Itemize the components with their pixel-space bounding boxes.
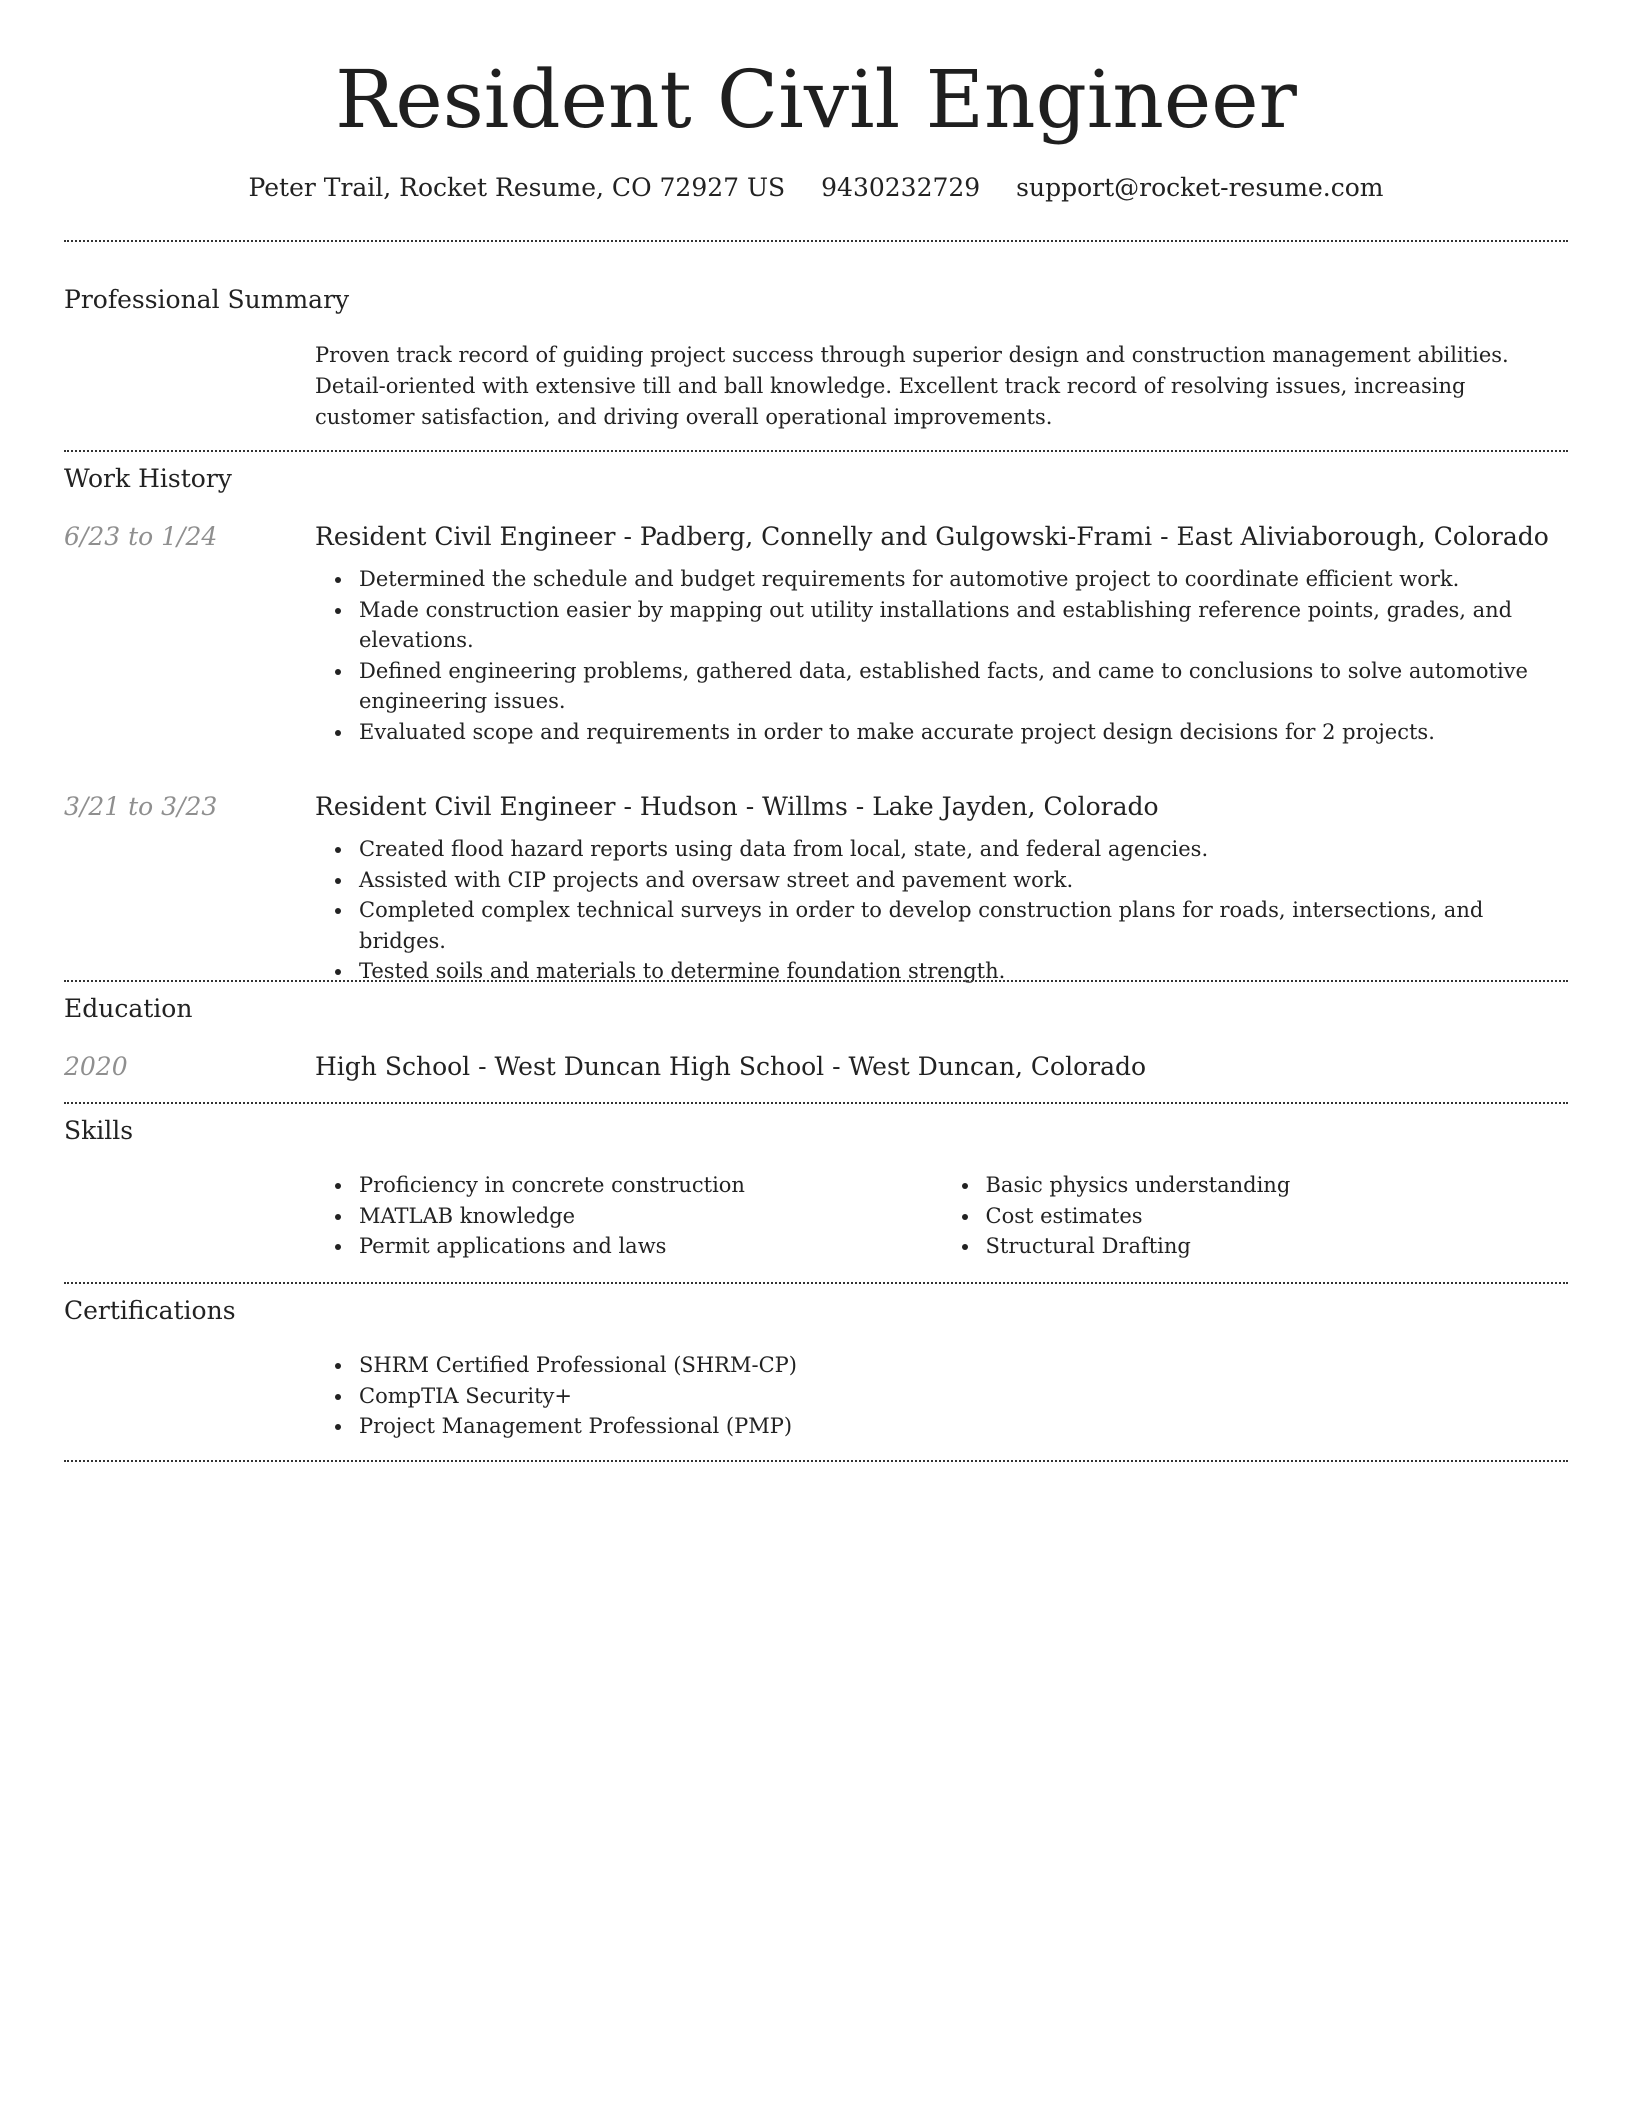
job-bullet: Determined the schedule and budget requirements for automotive project to coordinate efficient work.: [359, 564, 1568, 595]
section-title-education: Education: [64, 994, 193, 1023]
skill-item: Proficiency in concrete construction: [359, 1170, 942, 1201]
job-bullet: Tested soils and materials to determine foundation strength.: [359, 956, 1568, 987]
resume-title: Resident Civil Engineer: [335, 53, 1297, 146]
education-entry: [315, 1050, 1568, 1084]
contact-line: [64, 170, 1568, 206]
divider-summary: [64, 450, 1568, 452]
job-title: Resident Civil Engineer - Hudson - Willms - Lake Jayden, Colorado: [315, 792, 1159, 821]
section-title-summary: Professional Summary: [64, 285, 350, 314]
skills-list-left: [315, 1170, 942, 1262]
certification-item: SHRM Certified Professional (SHRM-CP): [359, 1350, 1568, 1381]
skill-item: Cost estimates: [986, 1201, 1569, 1232]
skills-list-right: [942, 1170, 1569, 1262]
job-bullets: [315, 834, 1568, 987]
summary-block: [315, 340, 1568, 433]
job-bullet: Created flood hazard reports using data from local, state, and federal agencies.: [359, 834, 1568, 865]
job-bullet: Made construction easier by mapping out utility installations and establishing reference points, grades, and elevations.: [359, 595, 1568, 656]
skills-grid: [315, 1170, 1568, 1262]
job-entry: [315, 520, 1568, 747]
job-title: Resident Civil Engineer - Padberg, Connelly and Gulgowski-Frami - East Aliviaborough, Colorado: [315, 522, 1549, 551]
job-dates: 3/21 to 3/23: [64, 792, 218, 821]
contact-email: support@rocket-resume.com: [1016, 173, 1384, 202]
job-bullet: Assisted with CIP projects and oversaw street and pavement work.: [359, 865, 1568, 896]
contact-phone: 9430232729: [821, 173, 981, 202]
contact-address: Peter Trail, Rocket Resume, CO 72927 US: [248, 173, 786, 202]
skill-item: Permit applications and laws: [359, 1231, 942, 1262]
skill-item: MATLAB knowledge: [359, 1201, 942, 1232]
divider-certifications: [64, 1460, 1568, 1462]
divider-work-history: [64, 980, 1568, 982]
education-title: High School - West Duncan High School - West Duncan, Colorado: [315, 1052, 1147, 1081]
summary-text: Proven track record of guiding project success through superior design and construction management abilities. Detail-oriented with extensive till and ball knowledge. Excellent track record of resolving issues, increasing customer satisfaction, and driving overall operational improvements.: [315, 343, 1509, 429]
job-bullet: Defined engineering problems, gathered data, established facts, and came to conclusions to solve automotive engineering issues.: [359, 656, 1568, 717]
section-title-work-history: Work History: [64, 464, 232, 493]
job-bullet: Completed complex technical surveys in order to develop construction plans for roads, intersections, and bridges.: [359, 895, 1568, 956]
job-entry: [315, 790, 1568, 987]
job-bullet: Evaluated scope and requirements in order to make accurate project design decisions for 2 projects.: [359, 717, 1568, 748]
certification-item: CompTIA Security+: [359, 1381, 1568, 1412]
education-year: 2020: [64, 1052, 128, 1081]
job-dates: 6/23 to 1/24: [64, 522, 218, 551]
divider-skills: [64, 1282, 1568, 1284]
certifications-block: [315, 1350, 1568, 1442]
certification-item: Project Management Professional (PMP): [359, 1411, 1568, 1442]
divider-header: [64, 240, 1568, 242]
skill-item: Basic physics understanding: [986, 1170, 1569, 1201]
divider-education: [64, 1102, 1568, 1104]
job-bullets: [315, 564, 1568, 747]
skills-block: [315, 1170, 1568, 1262]
section-title-skills: Skills: [64, 1116, 134, 1145]
certifications-list: [315, 1350, 1568, 1442]
skill-item: Structural Drafting: [986, 1231, 1569, 1262]
section-title-certifications: Certifications: [64, 1296, 236, 1325]
